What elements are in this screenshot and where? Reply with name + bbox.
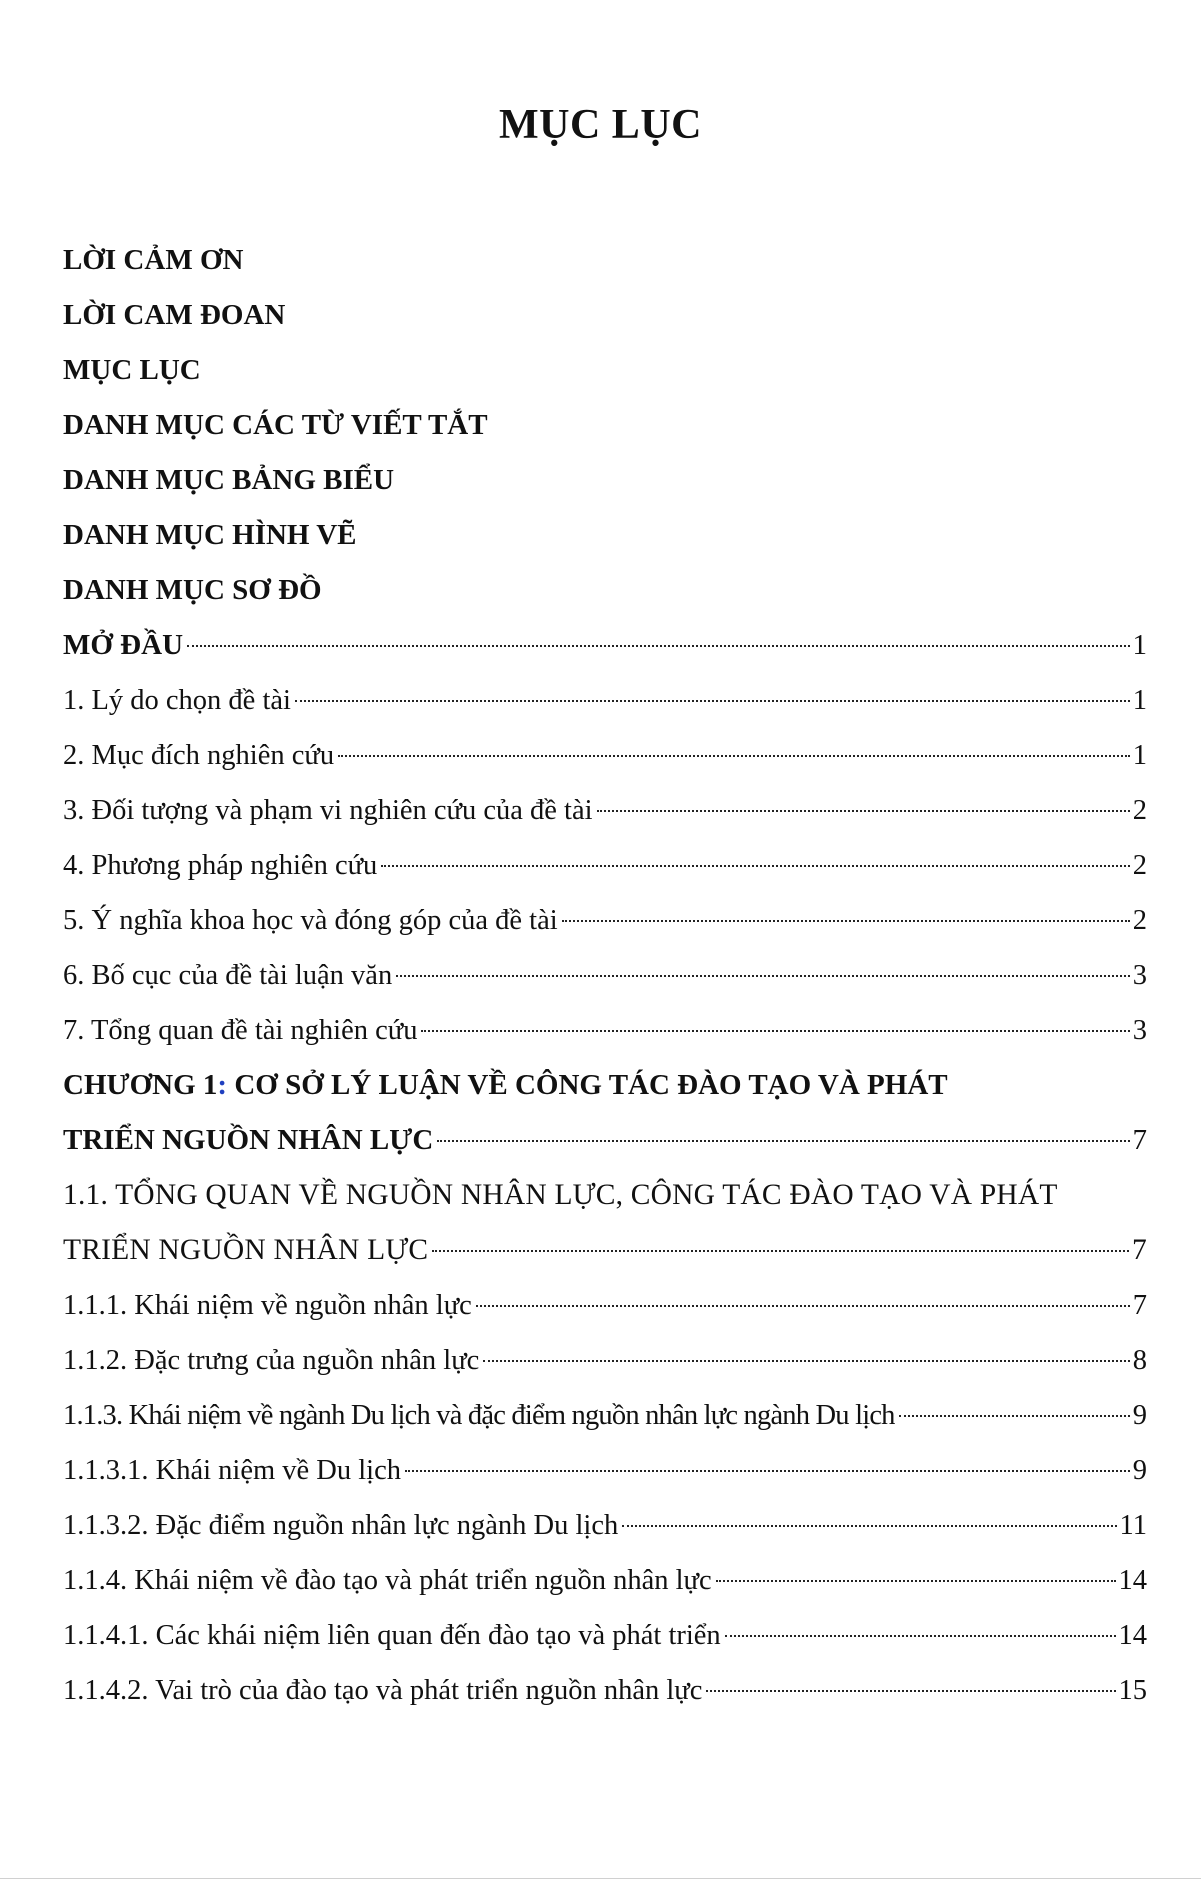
toc-entry-label: 1.1.2. Đặc trưng của nguồn nhân lực [63,1345,480,1376]
dot-leader [706,1690,1115,1692]
toc-entry-declaration[interactable] [63,288,1147,343]
toc-entry-label: 1.1.3.2. Đặc điểm nguồn nhân lực ngành Du lịch [63,1510,619,1541]
toc-page-number: 14 [1118,1565,1147,1596]
toc-entry-label: 5. Ý nghĩa khoa học và đóng góp của đề tài [63,905,558,936]
toc-page-number: 14 [1118,1620,1147,1651]
toc-entry[interactable] [63,673,1147,728]
toc-entry-label: 7. Tổng quan đề tài nghiên cứu [63,1015,418,1046]
toc-entry[interactable] [63,1608,1147,1663]
dot-leader [476,1305,1130,1307]
toc-page-number: 2 [1132,795,1147,826]
toc-entry[interactable] [63,1663,1147,1718]
toc-entry-section-1-1-line1[interactable] [63,1168,1147,1223]
toc-entry-label: TRIỂN NGUỒN NHÂN LỰC [63,1234,429,1266]
dot-leader [597,810,1130,812]
toc-entry-chapter-1-line2[interactable] [63,1113,1147,1168]
table-of-contents [63,233,1147,1718]
toc-page-number: 1 [1132,685,1147,716]
toc-entry-label: 6. Bố cục của đề tài luận văn [63,960,393,991]
toc-entry[interactable] [63,1003,1147,1058]
dot-leader [432,1250,1129,1252]
toc-page-number: 11 [1119,1510,1147,1541]
toc-entry-label: 1.1.3. Khái niệm về ngành Du lịch và đặc điểm nguồn nhân lực ngành Du lịch [63,1400,895,1431]
dot-leader [295,700,1130,702]
dot-leader [725,1635,1116,1637]
toc-entry-label: 1.1.3.1. Khái niệm về Du lịch [63,1455,401,1486]
toc-entry-label: DANH MỤC SƠ ĐỒ [63,574,322,606]
toc-entry-label: LỜI CẢM ƠN [63,244,244,276]
chapter-colon: : [217,1069,228,1101]
toc-page-number: 9 [1132,1455,1147,1486]
toc-page-number: 7 [1132,1124,1147,1156]
toc-page-number: 15 [1118,1675,1147,1706]
toc-entry[interactable] [63,1553,1147,1608]
toc-entry-section-1-1-line2[interactable] [63,1223,1147,1278]
toc-entry-label: LỜI CAM ĐOAN [63,299,286,331]
toc-entry[interactable] [63,1388,1147,1443]
toc-entry-label: TRIỂN NGUỒN NHÂN LỰC [63,1124,434,1156]
toc-page-number: 1 [1132,629,1147,661]
toc-page-number: 7 [1132,1234,1147,1266]
page-bottom-edge [0,1878,1201,1879]
toc-entry[interactable] [63,728,1147,783]
dot-leader [716,1580,1116,1582]
toc-entry-label: 1. Lý do chọn đề tài [63,685,291,716]
dot-leader [421,1030,1129,1032]
toc-entry-label: 4. Phương pháp nghiên cứu [63,850,378,881]
toc-entry[interactable] [63,838,1147,893]
toc-entry-label: 2. Mục đích nghiên cứu [63,740,335,771]
dot-leader [396,975,1130,977]
toc-page-number: 7 [1132,1290,1147,1321]
toc-entry-list-of-tables[interactable] [63,453,1147,508]
toc-page-number: 2 [1132,850,1147,881]
toc-entry-label: DANH MỤC CÁC TỪ VIẾT TẮT [63,409,488,441]
dot-leader [187,645,1129,647]
toc-entry[interactable] [63,1278,1147,1333]
toc-entry-label [63,1058,948,1113]
toc-entry-abbreviations[interactable] [63,398,1147,453]
toc-page-number: 1 [1132,740,1147,771]
toc-page-number: 2 [1132,905,1147,936]
toc-entry-label: 1.1.4.2. Vai trò của đào tạo và phát triển nguồn nhân lực [63,1675,703,1706]
toc-page-number: 3 [1132,960,1147,991]
dot-leader [381,865,1129,867]
dot-leader [622,1525,1116,1527]
dot-leader [437,1140,1129,1142]
toc-page-number: 3 [1132,1015,1147,1046]
toc-entry[interactable] [63,783,1147,838]
toc-entry-label: 1.1.4. Khái niệm về đào tạo và phát triển nguồn nhân lực [63,1565,712,1596]
toc-entry[interactable] [63,1498,1147,1553]
toc-page-number: 9 [1132,1400,1147,1431]
toc-entry-label: 3. Đối tượng và phạm vi nghiên cứu của đề tài [63,795,593,826]
toc-entry-label: 1.1.4.1. Các khái niệm liên quan đến đào tạo và phát triển [63,1620,721,1651]
toc-page-number: 8 [1132,1345,1147,1376]
toc-entry-list-of-figures[interactable] [63,508,1147,563]
toc-entry-label: 1.1. TỔNG QUAN VỀ NGUỒN NHÂN LỰC, CÔNG TÁC ĐÀO TẠO VÀ PHÁT [63,1179,1058,1211]
dot-leader [562,920,1130,922]
toc-entry-list-of-diagrams[interactable] [63,563,1147,618]
toc-entry[interactable] [63,893,1147,948]
page-title: MỤC LỤC [499,102,702,148]
toc-entry[interactable] [63,1333,1147,1388]
toc-entry-contents[interactable] [63,343,1147,398]
toc-entry-label: DANH MỤC HÌNH VẼ [63,519,357,551]
dot-leader [338,755,1130,757]
dot-leader [405,1470,1130,1472]
toc-entry-label: MỤC LỤC [63,354,201,386]
toc-entry-label: DANH MỤC BẢNG BIỂU [63,464,395,496]
toc-entry[interactable] [63,1443,1147,1498]
chapter-title-line1: CƠ SỞ LÝ LUẬN VỀ CÔNG TÁC ĐÀO TẠO VÀ PHÁT [227,1069,948,1101]
toc-entry-chapter-1-line1[interactable] [63,1058,1147,1113]
toc-entry[interactable] [63,948,1147,1003]
toc-entry-label: 1.1.1. Khái niệm về nguồn nhân lực [63,1290,472,1321]
toc-entry-label: MỞ ĐẦU [63,629,184,661]
toc-entry-introduction[interactable] [63,618,1147,673]
dot-leader [483,1360,1129,1362]
chapter-prefix: CHƯƠNG 1 [63,1069,218,1101]
dot-leader [899,1415,1130,1417]
toc-entry-acknowledgements[interactable] [63,233,1147,288]
